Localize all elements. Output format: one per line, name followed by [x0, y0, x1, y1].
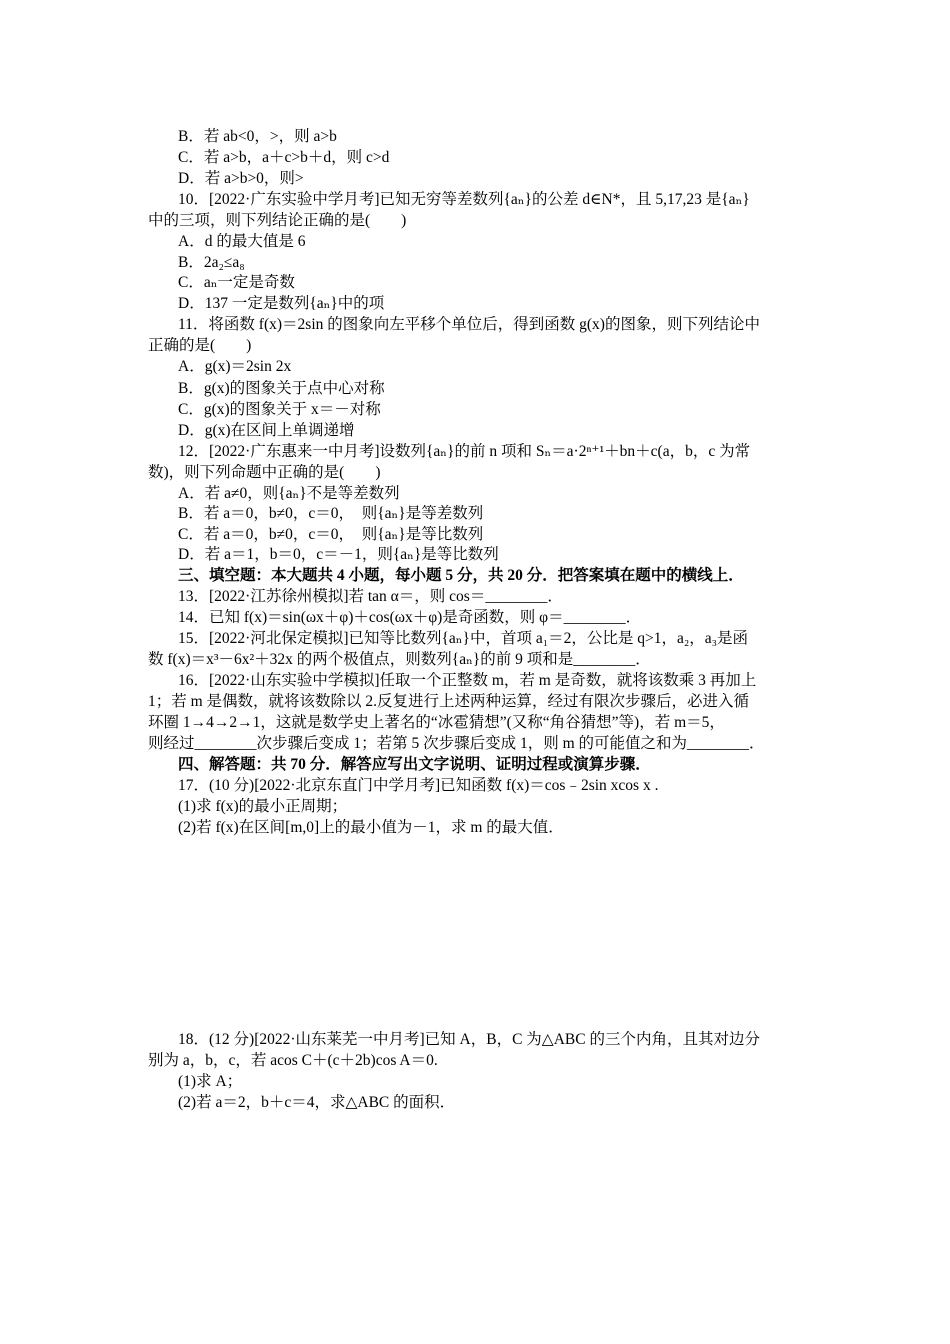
question-18-part-2: (2)若 a＝2，b＋c＝4，求△ABC 的面积． [178, 1094, 456, 1111]
question-10-stem: 10．[2022·广东实验中学月考]已知无穷等差数列{aₙ}的公差 d∈N*，且 5,17,23 是{aₙ} [178, 191, 750, 208]
option-11b: B．g(x)的图象关于点中心对称 [178, 380, 385, 397]
question-15-stem-cont: 数 f(x)＝x³－6x²＋32x 的两个极值点，则数列{aₙ}的前 9 项和是________． [148, 651, 651, 668]
option-10b: B．2a₂≤a₈ [178, 254, 245, 271]
question-18-stem: 18．(12 分)[2022·山东莱芜一中月考]已知 A，B，C 为△ABC 的三个内角，且其对边分 [178, 1031, 760, 1048]
option-11d: D．g(x)在区间上单调递增 [178, 422, 355, 439]
section-4-heading: 四、解答题：共 70 分．解答应写出文字说明、证明过程或演算步骤． [178, 756, 651, 773]
question-18-stem-cont: 别为 a，b，c，若 acos C＋(c＋2b)cos A＝0. [148, 1052, 438, 1069]
option-12c: C．若 a＝0，b≠0，c＝0， 则{aₙ}是等比数列 [178, 526, 484, 543]
question-17-part-2: (2)若 f(x)在区间[m,0]上的最小值为－1，求 m 的最大值． [178, 819, 564, 836]
section-3-heading: 三、填空题：本大题共 4 小题，每小题 5 分，共 20 分．把答案填在题中的横线上． [178, 567, 744, 584]
question-15-stem: 15．[2022·河北保定模拟]已知等比数列{aₙ}中，首项 a₁＝2，公比是 q>1，a₂，a₃是函 [178, 630, 749, 647]
question-16-line-3: 环圈 1→4→2→1，这就是数学史上著名的“冰雹猜想”(又称“角谷猜想”等)，若 m＝5， [148, 714, 725, 731]
option-9d: D．若 a>b>0，则> [178, 170, 304, 187]
option-11a: A．g(x)＝2sin 2x [178, 358, 292, 375]
question-16-stem: 16．[2022·山东实验中学模拟]任取一个正整数 m，若 m 是奇数，就将该数乘 3 再加上 [178, 672, 757, 689]
question-13: 13．[2022·江苏徐州模拟]若 tan α＝，则 cos＝________． [178, 588, 563, 605]
question-16-line-2: 1；若 m 是偶数，就将该数除以 2.反复进行上述两种运算，经过有限次步骤后，必进入循 [148, 693, 750, 710]
question-11-stem-cont: 正确的是( ) [148, 337, 252, 354]
question-17-stem: 17．(10 分)[2022·北京东直门中学月考]已知函数 f(x)＝cos﹣2sin xcos x . [178, 777, 659, 794]
option-9c: C．若 a>b，a＋c>b＋d，则 c>d [178, 149, 390, 166]
option-12d: D．若 a＝1，b＝0，c＝－1，则{aₙ}是等比数列 [178, 546, 499, 563]
question-18-part-1: (1)求 A； [178, 1073, 243, 1090]
option-12a: A．若 a≠0，则{aₙ}不是等差数列 [178, 485, 400, 502]
question-11-stem: 11．将函数 f(x)＝2sin 的图象向左平移个单位后，得到函数 g(x)的图象，则下列结论中 [178, 316, 760, 333]
question-17-part-1: (1)求 f(x)的最小正周期； [178, 798, 348, 815]
option-10c: C．aₙ一定是奇数 [178, 274, 295, 291]
question-10-stem-cont: 中的三项，则下列结论正确的是( ) [148, 212, 407, 229]
option-12b: B．若 a＝0，b≠0，c＝0， 则{aₙ}是等差数列 [178, 505, 484, 522]
option-10d: D．137 一定是数列{aₙ}中的项 [178, 295, 385, 312]
option-10a: A．d 的最大值是 6 [178, 233, 306, 250]
question-14: 14．已知 f(x)＝sin(ωx＋φ)＋cos(ωx＋φ)是奇函数，则 φ＝________． [178, 609, 642, 626]
question-12-stem: 12．[2022·广东惠来一中月考]设数列{aₙ}的前 n 项和 Sₙ＝a·2ⁿ⁺¹＋bn＋c(a，b，c 为常 [178, 443, 751, 460]
question-12-stem-cont: 数)，则下列命题中正确的是( ) [148, 464, 381, 481]
option-11c: C．g(x)的图象关于 x＝－对称 [178, 401, 381, 418]
option-9b: B．若 ab<0，>，则 a>b [178, 128, 337, 145]
question-16-line-4: 则经过________次步骤后变成 1；若第 5 次步骤后变成 1，则 m 的可能值之和为________． [148, 735, 765, 752]
